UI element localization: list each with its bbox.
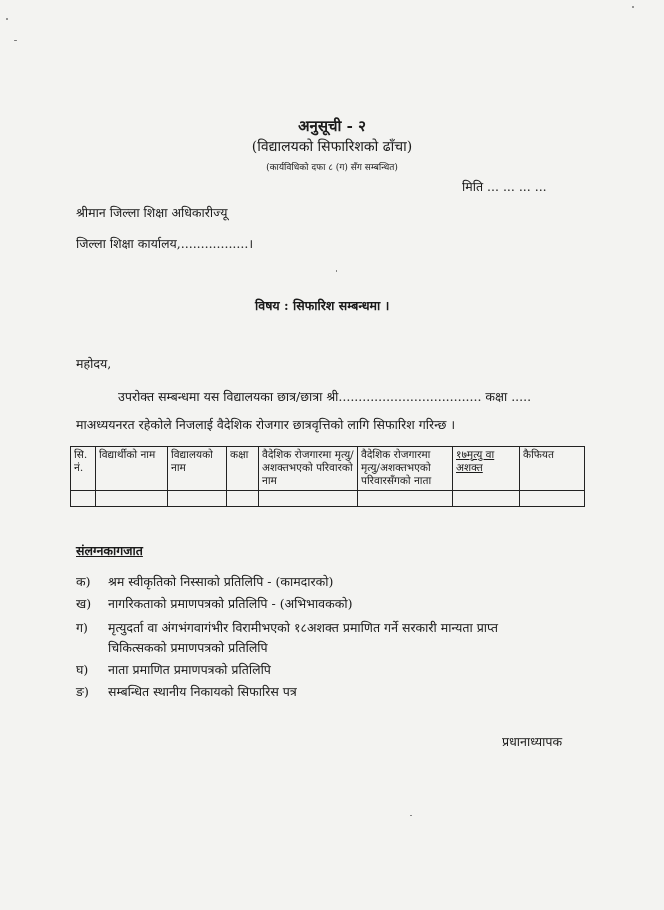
scan-speck xyxy=(336,270,337,272)
table-header-cell: कक्षा xyxy=(227,447,259,491)
signature-label: प्रधानाध्यापक xyxy=(502,734,563,749)
list-item-text: सम्बन्धित स्थानीय निकायको सिफारिस पत्र xyxy=(108,684,297,699)
table-header-cell: सि. नं. xyxy=(71,447,96,491)
list-item-text: श्रम स्वीकृतिको निस्साको प्रतिलिपि - (कामदारको) xyxy=(108,574,334,589)
table-header-cell: विद्यालयको नाम xyxy=(168,447,227,491)
salutation: महोदय, xyxy=(76,356,112,371)
table-cell xyxy=(520,491,585,507)
page-subtitle: (विद्यालयको सिफारिशको ढाँचा) xyxy=(251,139,413,155)
date-line: मिति ... ... ... ... xyxy=(462,179,547,194)
scan-speck xyxy=(632,6,634,8)
list-item-text: मृत्युदर्ता वा अंगभंगवागंभीर विरामीभएको १८अशक्त प्रमाणित गर्ने सरकारी मान्यता प्राप्त xyxy=(108,620,499,635)
table-header-cell: वैदेशिक रोजगारमा मृत्यु/अशक्तभएको परिवारसँगको नाता xyxy=(358,447,453,491)
table-header-cell: कैफियत xyxy=(520,447,585,491)
table-cell xyxy=(453,491,520,507)
scan-speck xyxy=(6,18,8,20)
table-cell xyxy=(259,491,358,507)
list-item xyxy=(76,573,333,590)
table-cell xyxy=(168,491,227,507)
list-item xyxy=(76,619,498,636)
list-item-continuation: चिकित्सकको प्रमाणपत्रको प्रतिलिपि xyxy=(108,640,268,655)
table-cell xyxy=(227,491,259,507)
page-title: अनुसूची - २ xyxy=(298,117,366,135)
list-item xyxy=(76,661,271,678)
table-header-cell: १७मृत्यु वा अशक्त xyxy=(453,447,520,491)
rule-reference-note: (कार्यविधिको दफा ८ (ग) सँग सम्बन्धित) xyxy=(266,163,398,173)
recommendation-table xyxy=(70,446,585,507)
recipient-line: श्रीमान जिल्ला शिक्षा अधिकारीज्यू xyxy=(76,205,228,220)
list-item-label: घ) xyxy=(76,662,89,677)
table-header-cell: विद्यार्थीको नाम xyxy=(96,447,168,491)
list-item xyxy=(76,595,352,612)
table-row xyxy=(71,491,585,507)
table-cell xyxy=(96,491,168,507)
subject-line: विषय : सिफारिश सम्बन्धमा । xyxy=(255,298,390,313)
body-line-2: माअध्ययनरत रहेकोले निजलाई वैदेशिक रोजगार छात्रवृत्तिको लागि सिफारिश गरिन्छ । xyxy=(76,417,456,432)
list-item-label: ख) xyxy=(76,596,92,611)
list-item-label: ङ) xyxy=(76,684,89,699)
scan-speck xyxy=(14,40,17,41)
list-item-label: ग) xyxy=(76,620,88,635)
attachments-heading: संलग्नकागजात xyxy=(76,543,143,558)
table-cell xyxy=(71,491,96,507)
table-header-row xyxy=(71,447,585,491)
office-line: जिल्ला शिक्षा कार्यालय,.................। xyxy=(76,236,254,251)
list-item xyxy=(76,683,297,700)
table-header-cell: वैदेशिक रोजगारमा मृत्यु/अशक्तभएको परिवारको नाम xyxy=(259,447,358,491)
table-cell xyxy=(358,491,453,507)
list-item-label: क) xyxy=(76,574,91,589)
list-item-text: नागरिकताको प्रमाणपत्रको प्रतिलिपि - (अभिभावकको) xyxy=(108,596,353,611)
body-line-1: उपरोक्त सम्बन्धमा यस विद्यालयका छात्र/छात्रा श्री.................................... कक्षा ..... xyxy=(118,389,532,404)
scan-speck xyxy=(410,815,412,816)
list-item-text: नाता प्रमाणित प्रमाणपत्रको प्रतिलिपि xyxy=(108,662,271,677)
